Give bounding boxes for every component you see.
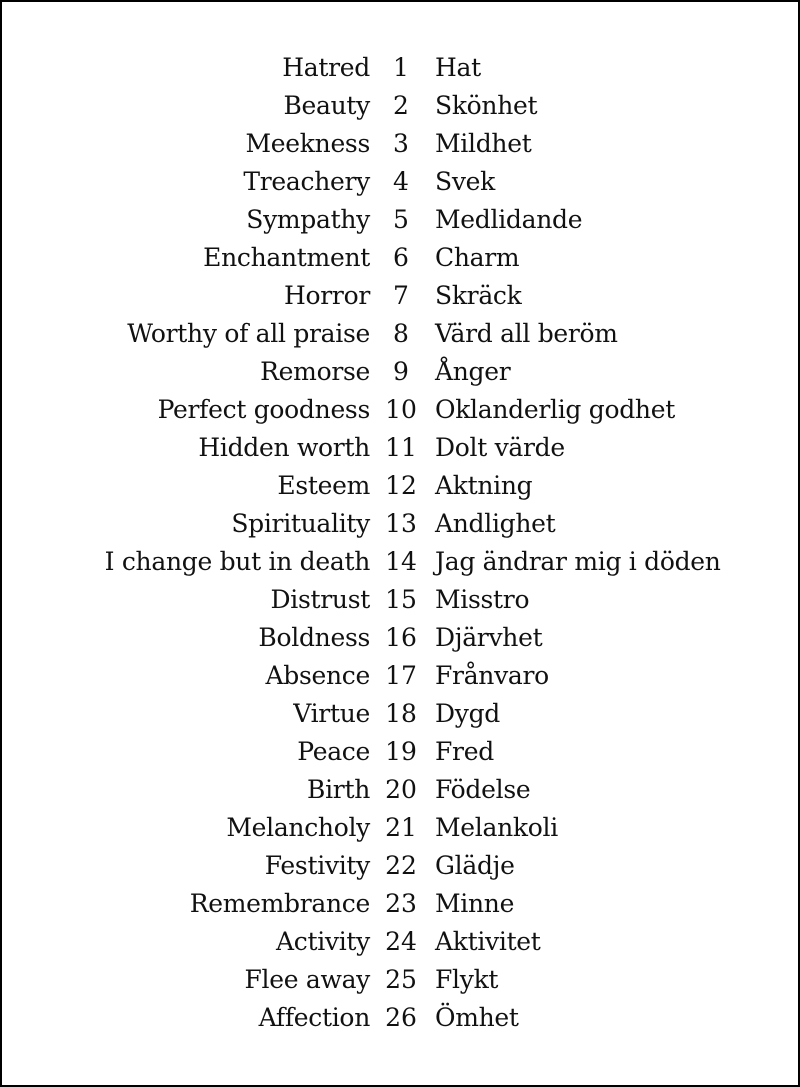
list-item: [2, 353, 798, 391]
english-term: Enchantment: [203, 243, 370, 272]
list-item: [2, 467, 798, 505]
swedish-term: Charm: [435, 243, 520, 272]
list-item: [2, 771, 798, 809]
entry-number: 22: [385, 851, 417, 880]
english-term: Esteem: [277, 471, 370, 500]
swedish-term: Jag ändrar mig i döden: [435, 547, 721, 576]
swedish-term: Fred: [435, 737, 494, 766]
swedish-term: Dolt värde: [435, 433, 565, 462]
english-term: Boldness: [258, 623, 370, 652]
list-item: [2, 505, 798, 543]
list-item: [2, 277, 798, 315]
english-term: Absence: [265, 661, 370, 690]
entry-number: 7: [393, 281, 409, 310]
list-item: [2, 809, 798, 847]
list-item: [2, 543, 798, 581]
entry-number: 2: [393, 91, 409, 120]
swedish-term: Melankoli: [435, 813, 558, 842]
entry-number: 19: [385, 737, 417, 766]
entry-number: 12: [385, 471, 417, 500]
entry-number: 11: [385, 433, 417, 462]
swedish-term: Svek: [435, 167, 495, 196]
swedish-term: Ånger: [435, 357, 511, 386]
english-term: Distrust: [270, 585, 370, 614]
english-term: Birth: [307, 775, 370, 804]
english-term: Worthy of all praise: [127, 319, 370, 348]
swedish-term: Andlighet: [435, 509, 556, 538]
english-term: Activity: [276, 927, 370, 956]
list-item: [2, 847, 798, 885]
entry-number: 17: [385, 661, 417, 690]
swedish-term: Värd all beröm: [435, 319, 618, 348]
swedish-term: Glädje: [435, 851, 515, 880]
entry-list: [2, 49, 798, 1037]
english-term: Hidden worth: [198, 433, 370, 462]
list-item: [2, 923, 798, 961]
english-term: Sympathy: [246, 205, 370, 234]
english-term: Flee away: [244, 965, 370, 994]
entry-number: 25: [385, 965, 417, 994]
swedish-term: Födelse: [435, 775, 531, 804]
list-item: [2, 581, 798, 619]
english-term: Spirituality: [231, 509, 370, 538]
list-item: [2, 239, 798, 277]
entry-number: 10: [385, 395, 417, 424]
list-item: [2, 695, 798, 733]
list-item: [2, 315, 798, 353]
entry-number: 9: [393, 357, 409, 386]
entry-number: 16: [385, 623, 417, 652]
swedish-term: Skönhet: [435, 91, 538, 120]
entry-number: 5: [393, 205, 409, 234]
english-term: Festivity: [264, 851, 370, 880]
list-item: [2, 201, 798, 239]
english-term: Treachery: [243, 167, 370, 196]
swedish-term: Skräck: [435, 281, 522, 310]
entry-number: 23: [385, 889, 417, 918]
english-term: Peace: [297, 737, 370, 766]
list-item: [2, 999, 798, 1037]
swedish-term: Dygd: [435, 699, 500, 728]
entry-number: 18: [385, 699, 417, 728]
swedish-term: Frånvaro: [435, 661, 549, 690]
swedish-term: Hat: [435, 53, 481, 82]
list-item: [2, 163, 798, 201]
entry-number: 4: [393, 167, 409, 196]
entry-number: 24: [385, 927, 417, 956]
english-term: Perfect goodness: [157, 395, 370, 424]
entry-number: 6: [393, 243, 409, 272]
english-term: Hatred: [282, 53, 370, 82]
english-term: Beauty: [283, 91, 370, 120]
swedish-term: Medlidande: [435, 205, 583, 234]
list-item: [2, 429, 798, 467]
swedish-term: Oklanderlig godhet: [435, 395, 675, 424]
entry-number: 3: [393, 129, 409, 158]
swedish-term: Aktivitet: [435, 927, 541, 956]
list-item: [2, 733, 798, 771]
swedish-term: Mildhet: [435, 129, 532, 158]
entry-number: 1: [393, 53, 409, 82]
entry-number: 26: [385, 1003, 417, 1032]
english-term: Remorse: [260, 357, 370, 386]
list-item: [2, 391, 798, 429]
list-item: [2, 657, 798, 695]
list-item: [2, 49, 798, 87]
swedish-term: Aktning: [435, 471, 533, 500]
list-item: [2, 619, 798, 657]
entry-number: 14: [385, 547, 417, 576]
list-item: [2, 961, 798, 999]
list-item: [2, 885, 798, 923]
entry-number: 20: [385, 775, 417, 804]
list-item: [2, 125, 798, 163]
swedish-term: Misstro: [435, 585, 530, 614]
english-term: I change but in death: [104, 547, 370, 576]
list-item: [2, 87, 798, 125]
swedish-term: Minne: [435, 889, 515, 918]
swedish-term: Flykt: [435, 965, 499, 994]
english-term: Melancholy: [226, 813, 370, 842]
entry-number: 15: [385, 585, 417, 614]
english-term: Virtue: [293, 699, 370, 728]
english-term: Affection: [258, 1003, 370, 1032]
entry-number: 21: [385, 813, 417, 842]
swedish-term: Djärvhet: [435, 623, 543, 652]
english-term: Meekness: [245, 129, 370, 158]
english-term: Horror: [284, 281, 370, 310]
english-term: Remembrance: [189, 889, 370, 918]
entry-number: 13: [385, 509, 417, 538]
swedish-term: Ömhet: [435, 1003, 519, 1032]
entry-number: 8: [393, 319, 409, 348]
